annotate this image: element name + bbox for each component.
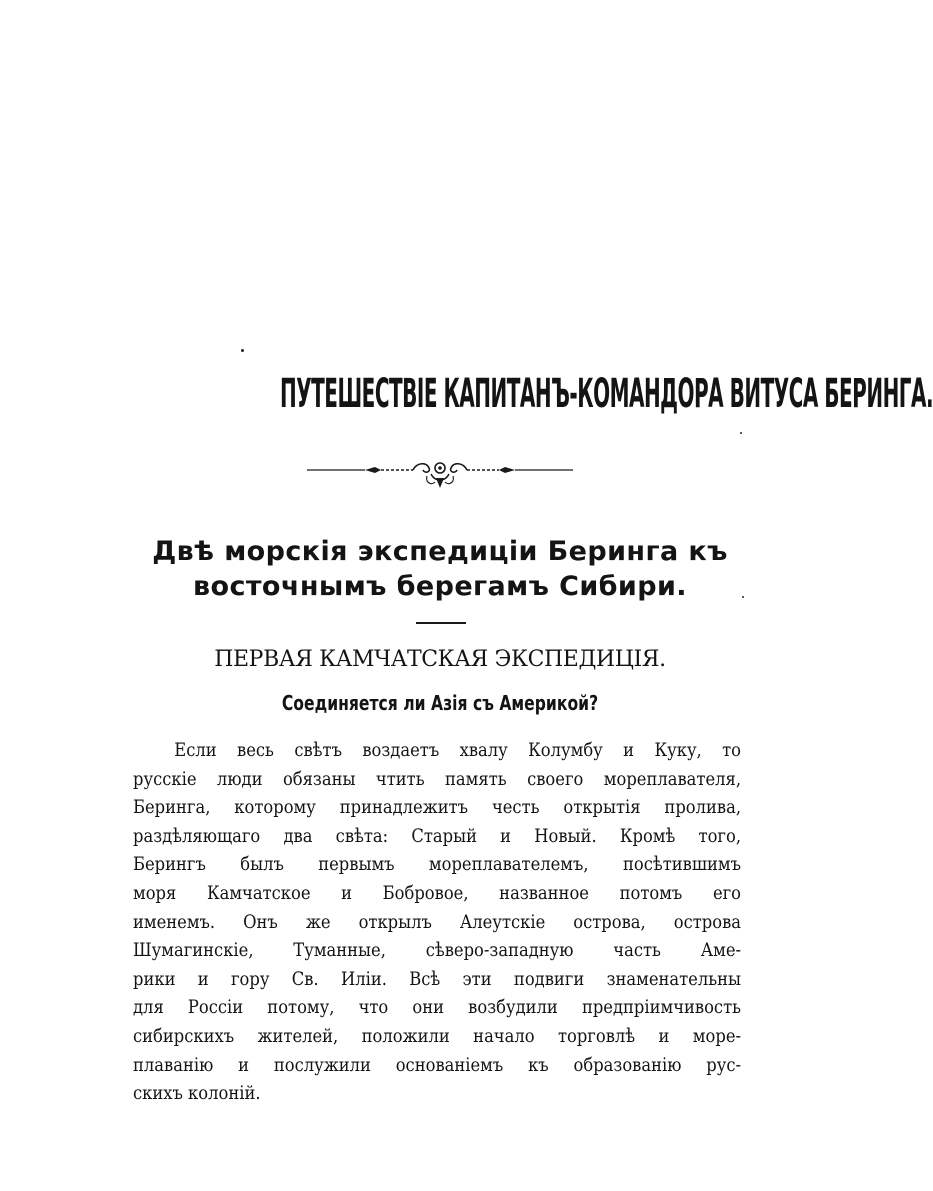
paragraph-line: моря Камчатское и Бобровое, названное потомъ его — [133, 881, 742, 904]
paragraph-line: Берингъ былъ первымъ мореплавателемъ, посѣтившимъ — [133, 853, 742, 876]
print-speck — [740, 432, 742, 434]
chapter-subtitle — [110, 534, 770, 604]
paragraph-line: скихъ колоній. — [133, 1082, 261, 1105]
paragraph-line: раздѣляющаго два свѣта: Старый и Новый. Кромѣ того, — [133, 824, 742, 847]
paragraph-line: плаванію и послужили основаніемъ къ образованію рус- — [133, 1053, 742, 1076]
section-heading: ПЕРВАЯ КАМЧАТСКАЯ ЭКСПЕДИЦІЯ. — [214, 647, 666, 672]
paragraph-line: Если весь свѣтъ воздаетъ хвалу Колумбу и Куку, то — [174, 739, 742, 761]
paragraph-line: сибирскихъ жителей, положили начало торговлѣ и море- — [133, 1024, 742, 1047]
short-rule-divider — [416, 622, 466, 624]
paragraph-line: именемъ. Онъ же открылъ Алеутскіе острова, острова — [133, 910, 742, 933]
paragraph-line: русскіе люди обязаны чтить память своего мореплавателя, — [133, 767, 742, 790]
paragraph-line: Беринга, которому принадлежитъ честь открытія пролива, — [133, 796, 742, 819]
paragraph-line: рики и гору Св. Иліи. Всѣ эти подвиги знаменательны — [133, 967, 742, 990]
body-paragraph — [133, 736, 741, 1108]
paragraph-line: Шумагинскіе, Туманные, сѣверо-западную часть Аме- — [133, 939, 742, 962]
page-title: ПУТЕШЕСТВІЕ КАПИТАНЪ-КОМАНДОРА ВИТУСА БЕРИНГА. — [280, 371, 933, 417]
decorative-divider-icon — [305, 456, 575, 492]
question-heading: Соединяется ли Азія съ Америкой? — [281, 691, 599, 715]
print-speck — [241, 349, 244, 352]
paragraph-line: для Россіи потому, что они возбудили предпріимчивость — [133, 996, 742, 1019]
subtitle-line: восточнымъ берегамъ Сибири. — [193, 571, 687, 602]
subtitle-line: Двѣ морскія экспедиціи Беринга къ — [152, 536, 728, 567]
